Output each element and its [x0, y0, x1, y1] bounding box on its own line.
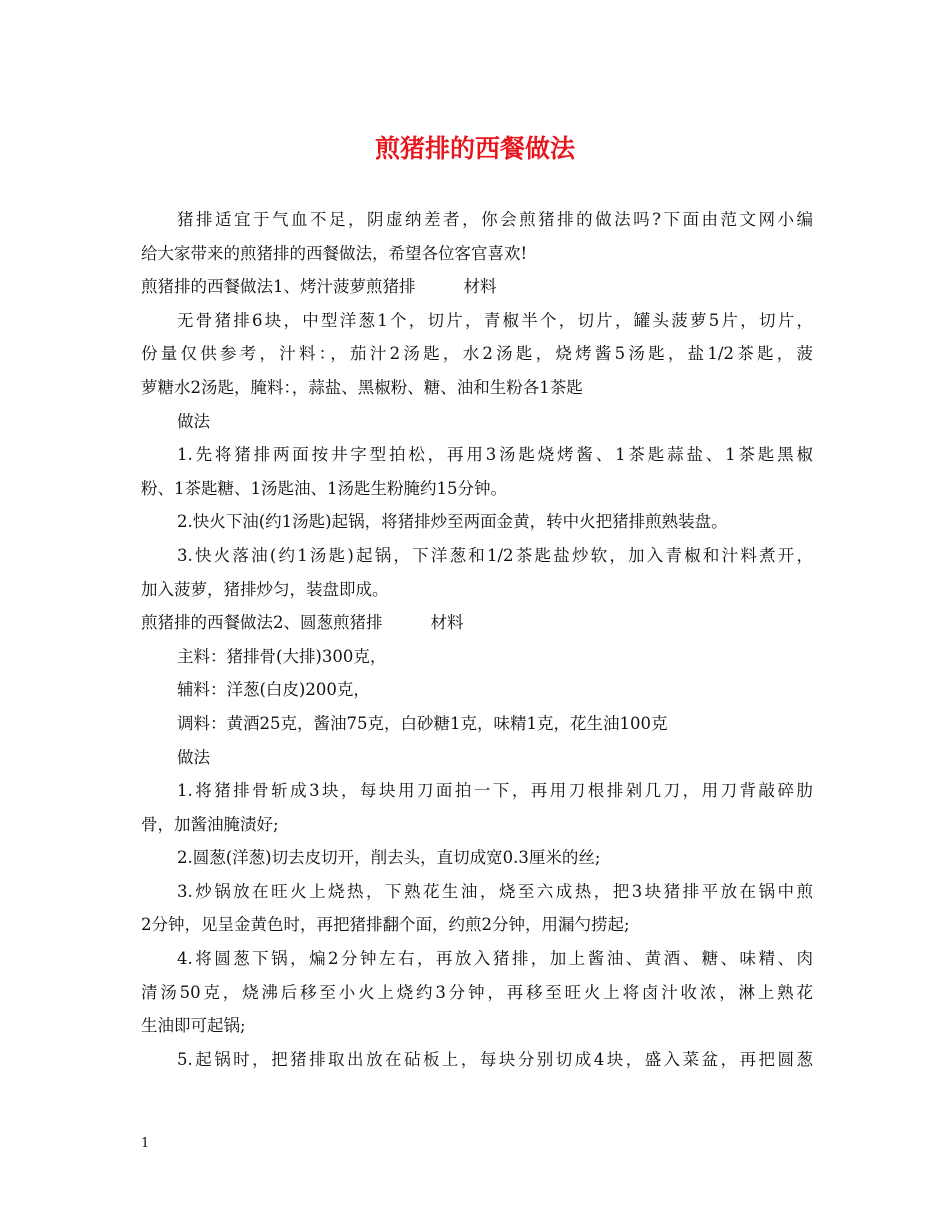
- step-line: 清汤50克，烧沸后移至小火上烧约3分钟，再移至旺火上将卤汁收浓，淋上熟花: [141, 982, 813, 1002]
- paragraph-line: 无骨猪排6块，中型洋葱1个，切片，青椒半个，切片，罐头菠萝5片，切片，: [177, 310, 813, 330]
- page-title: 煎猪排的西餐做法: [374, 134, 575, 163]
- article-body: [141, 203, 813, 1076]
- step-line: 1.先将猪排两面按井字型拍松，再用3汤匙烧烤酱、1茶匙蒜盐、1茶匙黑椒: [177, 445, 813, 465]
- step-line: 3.快火落油(约1汤匙)起锅，下洋葱和1/2茶匙盐炒软，加入青椒和汁料煮开，: [177, 545, 813, 565]
- paragraph-line: 萝糖水2汤匙，腌料：，蒜盐、黑椒粉、糖、油和生粉各1茶匙: [141, 377, 583, 397]
- ingredient-line: 主料：猪排骨(大排)300克，: [177, 646, 387, 666]
- section-heading-1: [141, 270, 813, 304]
- step-line: 4.将圆葱下锅，煸2分钟左右，再放入猪排，加上酱油、黄酒、糖、味精、肉: [177, 949, 813, 969]
- materials-label: 材料: [430, 613, 464, 633]
- step-line: 生油即可起锅;: [141, 1016, 246, 1036]
- method-label: 做法: [177, 747, 210, 767]
- step-line: 骨，加酱油腌渍好;: [141, 814, 279, 834]
- paragraph-line: 给大家带来的煎猪排的西餐做法，希望各位客官喜欢!: [141, 243, 528, 263]
- step-line: 2.圆葱(洋葱)切去皮切开，削去头，直切成宽0.3厘米的丝;: [177, 848, 601, 868]
- step-line: 加入菠萝，猪排炒匀，装盘即成。: [141, 579, 389, 599]
- materials-label: 材料: [463, 277, 497, 297]
- section-heading-text: 煎猪排的西餐做法2、圆葱煎猪排: [141, 613, 383, 633]
- page-number: 1: [141, 1136, 150, 1151]
- ingredient-line: 辅料：洋葱(白皮)200克，: [177, 680, 370, 700]
- step-line: 粉、1茶匙糖、1汤匙油、1汤匙生粉腌约15分钟。: [141, 478, 507, 498]
- method-label: 做法: [177, 411, 210, 431]
- step-line: 1.将猪排骨斩成3块，每块用刀面拍一下，再用刀根排剁几刀，用刀背敲碎肋: [177, 781, 813, 801]
- paragraph-line: 份量仅供参考，汁料：，茄汁2汤匙，水2汤匙，烧烤酱5汤匙，盐1/2茶匙，菠: [141, 344, 813, 364]
- ingredient-line: 调料：黄酒25克，酱油75克，白砂糖1克，味精1克，花生油100克: [177, 713, 668, 733]
- section-heading-2: [141, 606, 813, 640]
- step-line: 2.快火下油(约1汤匙)起锅，将猪排炒至两面金黄，转中火把猪排煎熟装盘。: [177, 512, 728, 532]
- step-line: 5.起锅时，把猪排取出放在砧板上，每块分别切成4块，盛入菜盆，再把圆葱: [177, 1049, 813, 1069]
- section-heading-text: 煎猪排的西餐做法1、烤汁菠萝煎猪排: [141, 277, 416, 297]
- step-line: 3.炒锅放在旺火上烧热，下熟花生油，烧至六成热，把3块猪排平放在锅中煎: [177, 881, 813, 901]
- paragraph-line: 猪排适宜于气血不足，阴虚纳差者，你会煎猪排的做法吗?下面由范文网小编: [177, 210, 813, 229]
- step-line: 2分钟，见呈金黄色时，再把猪排翻个面，约煎2分钟，用漏勺捞起;: [141, 915, 630, 935]
